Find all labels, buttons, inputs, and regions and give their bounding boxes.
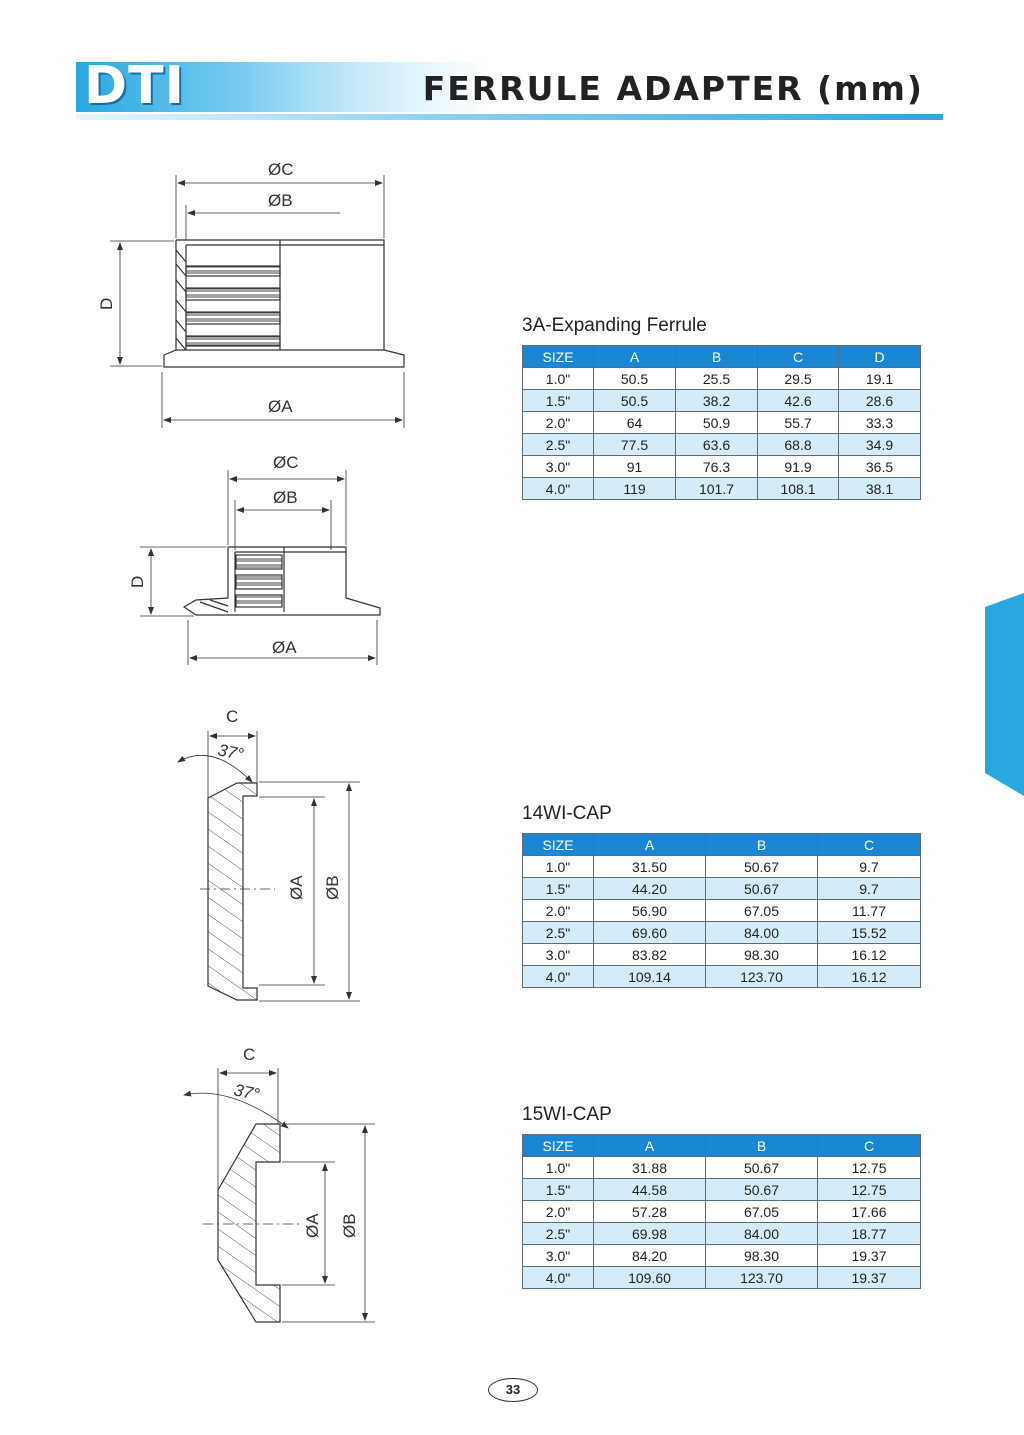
- table-cell: 67.05: [706, 900, 818, 922]
- table-cell: 4.0": [523, 1267, 594, 1289]
- column-header: A: [594, 346, 676, 368]
- table-header-row: [523, 346, 921, 368]
- table-cell: 2.0": [523, 1201, 594, 1223]
- table-cell: 84.00: [706, 922, 818, 944]
- table-row: [523, 878, 921, 900]
- table-cell: 119: [594, 478, 676, 500]
- table-row: [523, 922, 921, 944]
- table-cell: 38.2: [676, 390, 758, 412]
- table-cell: 84.20: [594, 1245, 706, 1267]
- table-cell: 12.75: [818, 1179, 921, 1201]
- dim-oa-1: ØA: [268, 397, 293, 416]
- table-cell: 3.0": [523, 1245, 594, 1267]
- table-row: [523, 478, 921, 500]
- table-row: [523, 1201, 921, 1223]
- table-cell: 12.75: [818, 1157, 921, 1179]
- table-cell: 16.12: [818, 966, 921, 988]
- table-cell: 11.77: [818, 900, 921, 922]
- table-cell: 109.14: [594, 966, 706, 988]
- column-header: SIZE: [523, 346, 594, 368]
- table-cell: 1.5": [523, 878, 594, 900]
- table-cell: 68.8: [758, 434, 839, 456]
- table-cell: 91.9: [758, 456, 839, 478]
- table-cell: 98.30: [706, 1245, 818, 1267]
- table-cell: 84.00: [706, 1223, 818, 1245]
- table-cell: 3.0": [523, 944, 594, 966]
- table-cell: 1.5": [523, 1179, 594, 1201]
- table-cell: 69.98: [594, 1223, 706, 1245]
- table-cell: 3.0": [523, 456, 594, 478]
- dim-ob-1: ØB: [268, 191, 293, 210]
- table-cell: 29.5: [758, 368, 839, 390]
- table-cell: 50.9: [676, 412, 758, 434]
- table-cell: 50.67: [706, 1179, 818, 1201]
- table-cell: 1.0": [523, 1157, 594, 1179]
- table-cell: 34.9: [839, 434, 921, 456]
- table-cell: 2.5": [523, 1223, 594, 1245]
- table-title-expanding-ferrule: 3A-Expanding Ferrule: [522, 315, 707, 336]
- column-header: SIZE: [523, 834, 594, 856]
- page-number: 33: [488, 1378, 538, 1402]
- column-header: A: [594, 1135, 706, 1157]
- dim-angle-3: 37°: [216, 740, 246, 765]
- table-cell: 83.82: [594, 944, 706, 966]
- table-row: [523, 368, 921, 390]
- table-cell: 28.6: [839, 390, 921, 412]
- table-cell: 50.5: [594, 368, 676, 390]
- dim-ob-4: ØB: [340, 1213, 359, 1238]
- table-cell: 15.52: [818, 922, 921, 944]
- column-header: B: [706, 834, 818, 856]
- table-cell: 42.6: [758, 390, 839, 412]
- drawing-expanding-ferrule-large: [110, 175, 404, 428]
- table-cell: 64: [594, 412, 676, 434]
- dim-oc-1: ØC: [268, 160, 294, 179]
- table-cell: 44.20: [594, 878, 706, 900]
- dim-ob-3: ØB: [323, 875, 342, 900]
- table-header-row: [523, 1135, 921, 1157]
- spec-table-15wi-cap: [522, 1134, 921, 1289]
- table-cell: 19.1: [839, 368, 921, 390]
- table-cell: 50.67: [706, 856, 818, 878]
- drawing-15wi-cap: [184, 1068, 375, 1322]
- table-cell: 50.67: [706, 1157, 818, 1179]
- dim-oc-2: ØC: [273, 453, 299, 472]
- table-cell: 69.60: [594, 922, 706, 944]
- table-cell: 9.7: [818, 856, 921, 878]
- dim-d-1: D: [97, 297, 116, 310]
- column-header: A: [594, 834, 706, 856]
- dim-c-3: C: [226, 707, 239, 726]
- table-row: [523, 856, 921, 878]
- table-cell: 17.66: [818, 1201, 921, 1223]
- dim-oa-2: ØA: [272, 638, 297, 657]
- table-cell: 16.12: [818, 944, 921, 966]
- table-row: [523, 390, 921, 412]
- column-header: D: [839, 346, 921, 368]
- table-cell: 76.3: [676, 456, 758, 478]
- column-header: C: [818, 834, 921, 856]
- table-title-14wi-cap: 14WI-CAP: [522, 803, 612, 824]
- page-title: FERRULE ADAPTER (mm): [422, 69, 924, 108]
- table-cell: 1.5": [523, 390, 594, 412]
- column-header: B: [706, 1135, 818, 1157]
- table-row: [523, 966, 921, 988]
- dim-c-4: C: [243, 1045, 256, 1064]
- dim-d-2: D: [128, 575, 147, 588]
- table-cell: 123.70: [706, 966, 818, 988]
- table-cell: 36.5: [839, 456, 921, 478]
- table-cell: 2.0": [523, 900, 594, 922]
- table-cell: 50.5: [594, 390, 676, 412]
- spec-table-expanding-ferrule: [522, 345, 921, 500]
- table-row: [523, 1179, 921, 1201]
- table-cell: 123.70: [706, 1267, 818, 1289]
- table-cell: 1.0": [523, 856, 594, 878]
- table-cell: 2.5": [523, 434, 594, 456]
- table-cell: 38.1: [839, 478, 921, 500]
- table-cell: 109.60: [594, 1267, 706, 1289]
- table-cell: 33.3: [839, 412, 921, 434]
- table-row: [523, 1223, 921, 1245]
- table-row: [523, 900, 921, 922]
- table-row: [523, 944, 921, 966]
- table-cell: 9.7: [818, 878, 921, 900]
- spec-table-14wi-cap: [522, 833, 921, 988]
- table-row: [523, 434, 921, 456]
- table-cell: 2.0": [523, 412, 594, 434]
- drawing-expanding-ferrule-small: [140, 470, 380, 665]
- table-cell: 63.6: [676, 434, 758, 456]
- table-cell: 44.58: [594, 1179, 706, 1201]
- table-title-15wi-cap: 15WI-CAP: [522, 1104, 612, 1125]
- dim-oa-4: ØA: [303, 1213, 322, 1238]
- table-cell: 98.30: [706, 944, 818, 966]
- table-cell: 101.7: [676, 478, 758, 500]
- table-cell: 55.7: [758, 412, 839, 434]
- table-header-row: [523, 834, 921, 856]
- table-cell: 1.0": [523, 368, 594, 390]
- table-cell: 56.90: [594, 900, 706, 922]
- brand-logo: DTI: [84, 56, 185, 116]
- dim-angle-4: 37°: [232, 1080, 262, 1105]
- drawing-14wi-cap: [178, 731, 360, 1001]
- dim-oa-3: ØA: [287, 875, 306, 900]
- table-cell: 25.5: [676, 368, 758, 390]
- table-cell: 57.28: [594, 1201, 706, 1223]
- table-row: [523, 1267, 921, 1289]
- table-cell: 2.5": [523, 922, 594, 944]
- table-cell: 4.0": [523, 966, 594, 988]
- table-cell: 31.88: [594, 1157, 706, 1179]
- table-cell: 4.0": [523, 478, 594, 500]
- table-cell: 18.77: [818, 1223, 921, 1245]
- table-row: [523, 412, 921, 434]
- column-header: SIZE: [523, 1135, 594, 1157]
- table-cell: 50.67: [706, 878, 818, 900]
- table-row: [523, 1157, 921, 1179]
- table-cell: 19.37: [818, 1267, 921, 1289]
- table-cell: 91: [594, 456, 676, 478]
- table-cell: 31.50: [594, 856, 706, 878]
- table-cell: 67.05: [706, 1201, 818, 1223]
- column-header: C: [818, 1135, 921, 1157]
- table-row: [523, 456, 921, 478]
- table-cell: 19.37: [818, 1245, 921, 1267]
- column-header: C: [758, 346, 839, 368]
- dim-ob-2: ØB: [273, 488, 298, 507]
- table-cell: 108.1: [758, 478, 839, 500]
- column-header: B: [676, 346, 758, 368]
- table-row: [523, 1245, 921, 1267]
- table-cell: 77.5: [594, 434, 676, 456]
